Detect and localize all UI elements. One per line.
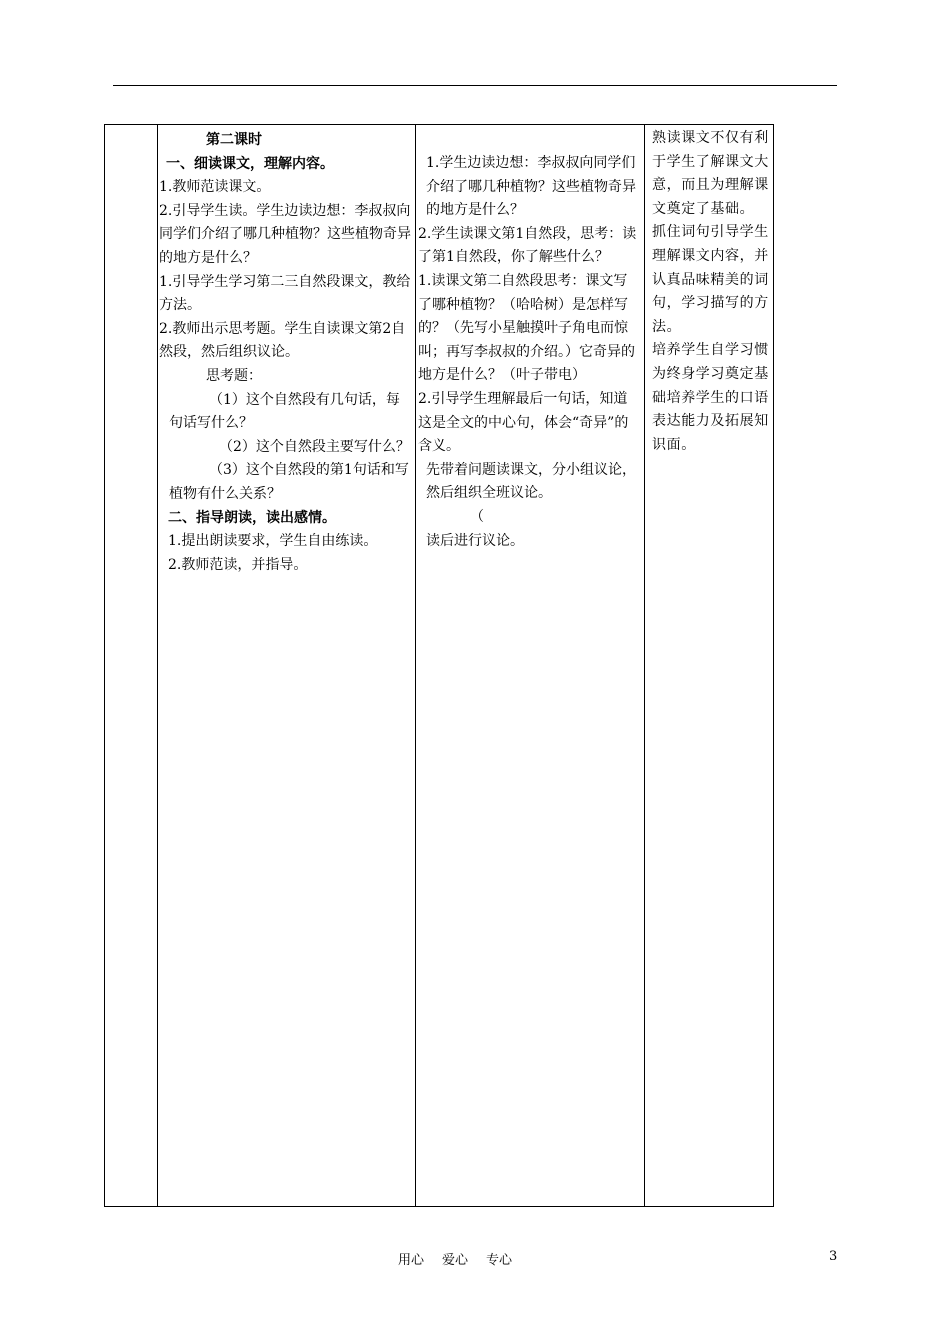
paragraph: 抓住词句引导学生理解课文内容，并认真品味精美的词句，学习描写的方法。	[652, 224, 769, 335]
page-number: 3	[829, 1249, 838, 1264]
footer-word: 专心	[486, 1253, 513, 1268]
teacher-activity-cell	[158, 125, 416, 1207]
footer-word: 爱心	[442, 1253, 469, 1268]
paragraph: 先带着问题读课文，分小组议论，然后组织全班议论。	[426, 461, 636, 502]
question: （2）这个自然段主要写什么？	[219, 438, 410, 455]
question: （3）这个自然段的第1句话和写植物有什么关系？	[169, 462, 409, 502]
design-intent-cell	[645, 125, 774, 1207]
section-heading: 一、细读课文，理解内容。	[166, 155, 334, 172]
question: （1）这个自然段有几句话，每句话写什么？	[169, 391, 400, 432]
footer-word: 用心	[398, 1253, 425, 1268]
paragraph: 2.引导学生理解最后一句话，知道这是全文的中心句，体会“奇异”的含义。	[418, 390, 629, 455]
section-heading: 二、指导朗读，读出感情。	[168, 509, 336, 526]
paragraph: 2.教师范读，并指导。	[168, 556, 308, 573]
think-label: 思考题：	[206, 367, 262, 384]
paragraph: 2.引导学生读。学生边读边想：李叔叔向同学们介绍了哪几种植物？这些植物奇异的地方是什么？	[159, 202, 411, 266]
table-row	[105, 125, 774, 1207]
paragraph: （	[470, 508, 484, 525]
header-rule	[113, 85, 837, 86]
paragraph: 2.学生读课文第1自然段，思考：读了第1自然段，你了解些什么？	[418, 225, 637, 266]
paragraph: 1.提出朗读要求，学生自由练读。	[168, 533, 378, 550]
lesson-title: 第二课时	[206, 132, 262, 148]
footer-motto	[398, 1249, 530, 1268]
lesson-plan-table	[104, 124, 774, 1207]
student-activity-cell	[416, 125, 645, 1207]
paragraph: 熟读课文不仅有利于学生了解课文大意，而且为理解课文奠定了基础。	[652, 130, 769, 217]
paragraph: 2.教师出示思考题。学生自读课文第2自然段，然后组织议论。	[159, 320, 406, 361]
blank-column-cell	[105, 125, 158, 1207]
paragraph: 读后进行议论。	[426, 532, 524, 549]
paragraph: 1.教师范读课文。	[159, 179, 271, 196]
paragraph: 培养学生自学习惯为终身学习奠定基础培养学生的口语表达能力及拓展知识面。	[652, 342, 769, 453]
paragraph: 1.引导学生学习第二三自然段课文，教给方法。	[159, 273, 411, 314]
paragraph: 1.读课文第二自然段思考：课文写了哪种植物？（哈哈树）是怎样写的？（先写小星触摸叶子角电而惊叫；再写李叔叔的介绍。）它奇异的地方是什么？（叶子带电）	[418, 272, 635, 384]
paragraph: 1.学生边读边想：李叔叔向同学们介绍了哪几种植物？这些植物奇异的地方是什么？	[426, 155, 636, 219]
